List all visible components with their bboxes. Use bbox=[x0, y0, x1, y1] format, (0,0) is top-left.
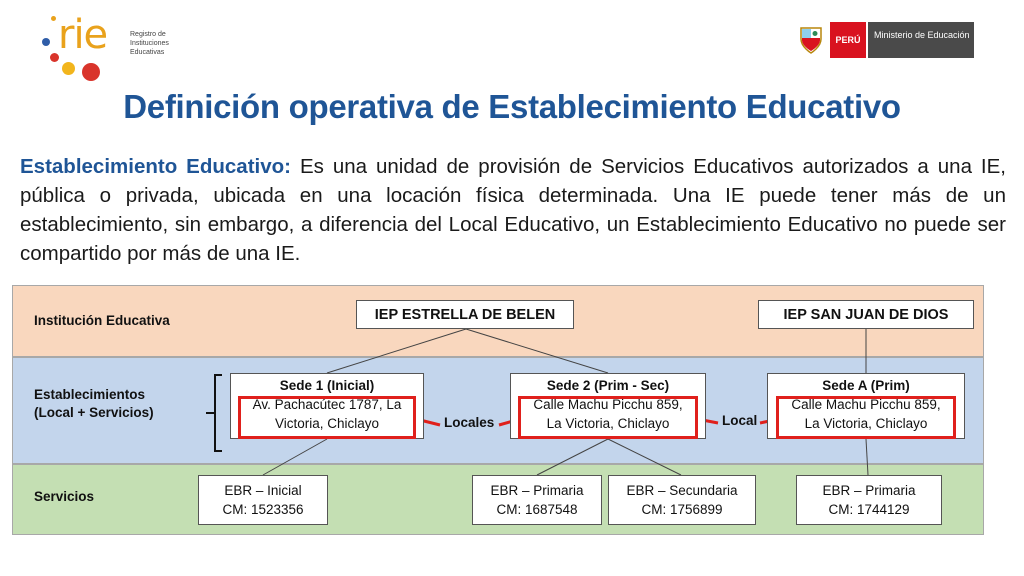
connector-sede2-secundaria bbox=[608, 439, 681, 475]
band-label-servicios: Servicios bbox=[34, 489, 95, 504]
sede-address-line1: Calle Machu Picchu 859, bbox=[791, 397, 941, 412]
institution-box: IEP ESTRELLA DE BELEN bbox=[356, 300, 574, 329]
rie-logo-word: rie bbox=[58, 12, 108, 58]
sede-title: Sede 1 (Inicial) bbox=[279, 378, 375, 393]
service-name: EBR – Primaria bbox=[822, 483, 916, 498]
address-highlight bbox=[238, 396, 416, 439]
rie-logo bbox=[38, 12, 178, 82]
logo-dot-yellow bbox=[62, 62, 75, 75]
service-name: EBR – Inicial bbox=[224, 483, 302, 498]
rie-logo-subtitle: Registro de Instituciones Educativas bbox=[130, 31, 169, 56]
logo-dot-blue bbox=[42, 38, 50, 46]
connector-sedeA-primaria bbox=[866, 439, 868, 475]
connector-ie1-sede2 bbox=[466, 329, 608, 373]
local-label: Local bbox=[722, 413, 758, 428]
page-title: Definición operativa de Establecimiento Educativo bbox=[123, 88, 901, 125]
hierarchy-diagram bbox=[12, 285, 984, 535]
band-label-institucion: Institución Educativa bbox=[34, 313, 170, 328]
address-highlight bbox=[518, 396, 698, 439]
address-highlight bbox=[776, 396, 956, 439]
peru-label: PERÚ bbox=[830, 22, 866, 58]
ministry-logo bbox=[796, 22, 974, 58]
ministry-label: Ministerio de Educación bbox=[868, 22, 974, 58]
sede-address-line1: Av. Pachacútec 1787, La bbox=[252, 397, 402, 412]
sede-address-line2: La Victoria, Chiclayo bbox=[546, 416, 670, 431]
service-code: CM: 1687548 bbox=[496, 502, 578, 517]
sede-title: Sede 2 (Prim - Sec) bbox=[546, 378, 670, 393]
band-label-est-line2: (Local + Servicios) bbox=[34, 405, 154, 420]
definition-term: Establecimiento Educativo: bbox=[20, 155, 291, 178]
definition-paragraph bbox=[20, 152, 1006, 268]
service-name: EBR – Secundaria bbox=[626, 483, 738, 498]
service-box bbox=[472, 475, 602, 525]
establecimientos-bracket bbox=[215, 375, 222, 451]
locales-label: Locales bbox=[444, 415, 495, 430]
service-code: CM: 1756899 bbox=[641, 502, 723, 517]
sede-title: Sede A (Prim) bbox=[822, 378, 910, 393]
sede-address-line2: Victoria, Chiclayo bbox=[274, 416, 380, 431]
logo-dot-orange bbox=[51, 16, 56, 21]
sede-address-line1: Calle Machu Picchu 859, bbox=[533, 397, 683, 412]
coat-of-arms-icon bbox=[796, 22, 826, 58]
connector-sede1-inicial bbox=[263, 439, 327, 475]
service-box bbox=[198, 475, 328, 525]
band-label-est-line1: Establecimientos bbox=[34, 387, 146, 402]
service-code: CM: 1744129 bbox=[828, 502, 910, 517]
logo-dot-red-large bbox=[82, 63, 100, 81]
connector-ie1-sede1 bbox=[327, 329, 466, 373]
service-box bbox=[608, 475, 756, 525]
connector-sede2-primaria bbox=[537, 439, 608, 475]
service-code: CM: 1523356 bbox=[222, 502, 304, 517]
service-name: EBR – Primaria bbox=[490, 483, 584, 498]
institution-box: IEP SAN JUAN DE DIOS bbox=[758, 300, 974, 329]
service-box bbox=[796, 475, 942, 525]
sede-address-line2: La Victoria, Chiclayo bbox=[804, 416, 928, 431]
definition-text: Es una unidad de provisión de Servicios Educativos autorizados a una IE, pública o privada, ubicada en una locación física determinada. Una IE puede tener más de un establecimiento, sin embargo, a diferencia del Local Educativo, un Establecimiento Educativo no puede ser compartido por más de una IE. bbox=[20, 155, 1006, 265]
